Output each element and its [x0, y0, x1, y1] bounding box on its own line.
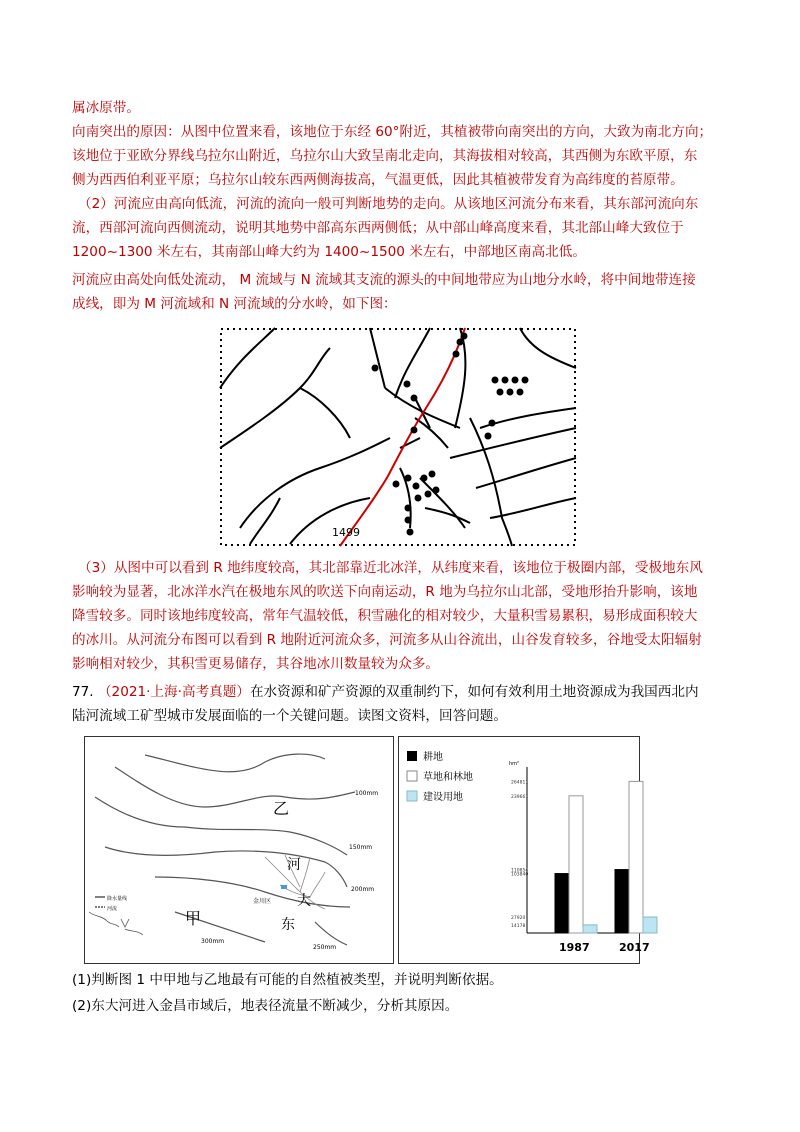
- y-tick-label-0: 264811: [511, 780, 529, 786]
- text-line: （2）河流应由高向低流，河流的流向一般可判断地势的走向。从该地区河流分布来看，其东部河流向东: [78, 196, 699, 212]
- legend-swatch-grass-forest: [407, 771, 417, 781]
- text-line: 该地位于亚欧分界线乌拉尔山附近，乌拉尔山大致呈南北走向，其海拔相对较高，其西侧为东欧平原，东: [72, 148, 698, 164]
- question-77-stem: [72, 680, 699, 704]
- text-line: 向南突出的原因：从图中位置来看，该地位于东经 60°附近，其植被带向南突出的方向，大致为南北方向；: [72, 124, 713, 140]
- city-marker: [281, 885, 287, 889]
- text-line: 河流应由高处向低处流动， M 流域与 N 流域其支流的源头的中间地带应为山地分水岭，将中间地带连接: [72, 272, 696, 288]
- legend-isoline-label: 降水量线: [107, 896, 128, 902]
- bar-2017-series-1: [629, 781, 643, 933]
- question-stem-line-1: 在水资源和矿产资源的双重制约下，如何有效利用土地资源成为我国西北内: [249, 684, 699, 700]
- legend-label-cropland: 耕地: [423, 752, 443, 763]
- y-unit: hm²: [509, 761, 520, 767]
- text-line: 流，西部河流向西侧流动，说明其地势中部高东西两侧低；从中部山峰高度来看，其北部山峰大致位于: [72, 220, 684, 236]
- answer-text-5: [72, 556, 724, 676]
- y-tick-label-3: 103840: [511, 872, 529, 878]
- bar-2017-series-0: [615, 870, 629, 933]
- text-line: 影响相对较少，其积雪更易储存，其谷地冰川数量较为众多。: [72, 656, 440, 672]
- x-tick-label-1987: 1987: [559, 941, 590, 954]
- figure-1-map: [84, 736, 394, 964]
- label-river-da: 大: [297, 893, 311, 909]
- answer-text-1: [72, 96, 724, 120]
- answer-text-2: [72, 120, 724, 192]
- bar-1987-series-1: [569, 796, 583, 933]
- question-77-part-2: (2)东大河进入金昌市域后，地表径流量不断减少，分析其原因。: [72, 998, 459, 1014]
- text-line: 属冰原带。: [72, 100, 140, 116]
- isolines: [95, 754, 355, 945]
- x-tick-label-2017: 2017: [619, 941, 650, 954]
- coastline-detail: [89, 912, 143, 935]
- y-tick-label-4: 27920: [511, 916, 526, 922]
- text-line: （3）从图中可以看到 R 地纬度较高，其北部靠近北冰洋，从纬度来看，该地位于极圈内部，受极地东风: [78, 560, 703, 576]
- question-source: （2021·上海·高考真题）: [97, 684, 250, 700]
- bar-2017-series-2: [643, 917, 657, 933]
- label-yi: 乙: [273, 799, 290, 818]
- text-line: 成线，即为 M 河流域和 N 河流域的分水岭，如下图：: [72, 296, 397, 312]
- peak-label: 1499: [332, 526, 360, 539]
- isoline-label-100: 100mm: [355, 790, 379, 797]
- label-river-he: 河: [287, 857, 301, 873]
- city-label: 金川区: [253, 898, 272, 905]
- bar-1987-series-2: [583, 925, 597, 933]
- y-tick-label-2: 110854: [511, 868, 529, 874]
- legend-swatch-construction: [407, 791, 417, 801]
- text-line: 1200~1300 米左右，其南部山峰大约为 1400~1500 米左右，中部地区南高北低。: [72, 244, 586, 260]
- isoline-label-250: 250mm: [313, 944, 337, 951]
- answer-text-4: [72, 268, 724, 316]
- isoline-label-300: 300mm: [201, 938, 225, 945]
- question-number: 77.: [72, 684, 94, 700]
- legend-label-grass-forest: 草地和林地: [423, 772, 473, 783]
- text-line: 降雪较多。同时该地纬度较高，常年气温较低，积雪融化的相对较少，大量积雪易累积，易形成面积较大: [72, 608, 698, 624]
- label-river-dong: 东: [281, 917, 295, 933]
- text-line: 的冰川。从河流分布图可以看到 R 地附近河流众多，河流多从山谷流出，山谷发育较多，谷地受太阳辐射: [72, 632, 702, 648]
- legend-swatch-cropland: [407, 751, 417, 761]
- question-77-part-1: (1)判断图 1 中甲地与乙地最有可能的自然植被类型，并说明判断依据。: [72, 972, 503, 988]
- figure-2-chart: [398, 736, 650, 964]
- text-line: 影响较为显著，北冰洋水汽在极地东风的吹送下向南运动，R 地为乌拉尔山北部，受地形抬升影响，该地: [72, 584, 698, 600]
- watershed-map: [220, 328, 576, 546]
- question-77-stem-line-2: 陆河流域工矿型城市发展面临的一个关键问题。读图文资料，回答问题。: [72, 708, 507, 724]
- land-use-bar-chart: [399, 737, 650, 963]
- isoline-label-200: 200mm: [351, 886, 375, 893]
- legend-river-label: 河流: [107, 906, 118, 912]
- text-line: 侧为西西伯利亚平原；乌拉尔山较东西两侧海拔高，气温更低，因此其植被带发育为高纬度的苔原带。: [72, 172, 684, 188]
- y-tick-label-1: 239661: [511, 794, 529, 800]
- label-jia: 甲: [185, 909, 202, 928]
- answer-text-3: [72, 192, 724, 264]
- river-lines: [220, 328, 576, 546]
- y-tick-label-5: 14178: [511, 923, 526, 929]
- legend-label-construction: 建设用地: [423, 792, 463, 803]
- isoline-label-150: 150mm: [349, 844, 373, 851]
- bar-1987-series-0: [555, 874, 569, 933]
